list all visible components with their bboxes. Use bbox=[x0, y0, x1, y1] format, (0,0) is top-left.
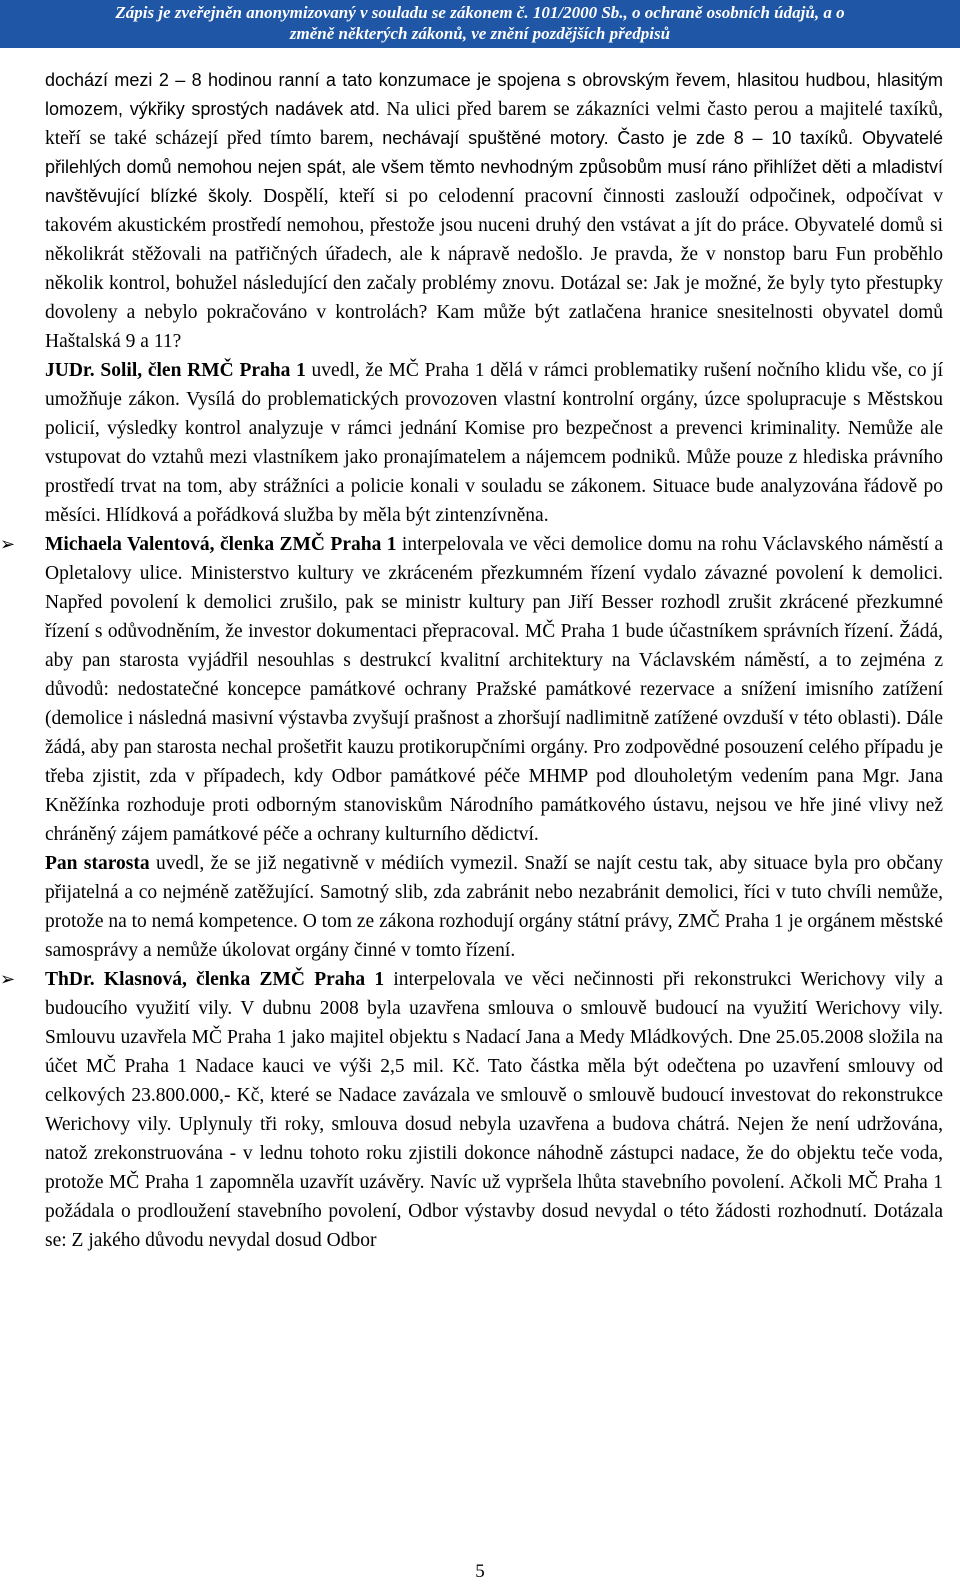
page-number: 5 bbox=[475, 1561, 485, 1582]
list-item-klasnova bbox=[0, 965, 944, 1255]
anonymization-header bbox=[0, 0, 960, 48]
header-line-1: Zápis je zveřejněn anonymizovaný v souladu se zákonem č. 101/2000 Sb., o ochraně osobních údajů, a o bbox=[115, 3, 845, 22]
paragraph-text: uvedl, že MČ Praha 1 dělá v rámci problematiky rušení nočního klidu vše, co jí umožňuje zákon. Vysílá do problematických provozoven vlastní kontrolní orgány, úzce spolupracuje s Městskou policií, výsledky kontrol analyzuje v rámci jednání Komise pro bezpečnost a prevenci kriminality. Nemůže ale vstupovat do vztahů mezi vlastníkem jako pronajímatelem a nájemcem podniků. Může pouze z hlediska právního prostředí trvat na tom, aby strážníci a policie konali v souladu se zákonem. Situace bude analyzována řádově po měsíci. Hlídková a pořádková služba by měla být zintenzívněna. bbox=[45, 360, 944, 526]
paragraph-text-part: nechávají spuštěné motory. Často je zde 8 – 10 taxíků. Obyvatelé přilehlých domů nemohou nejen spát, ale všem těmto nevhodným způsobům musí ráno přihlížet děti a mladiství navštěvující blízké školy. bbox=[45, 128, 943, 206]
paragraph-text: uvedl, že se již negativně v médiích vymezil. Snaží se najít cestu tak, aby situace byla pro občany přijatelná a co nejméně zatěžující. Samotný slib, zda zabránit nebo nezabránit demolici, říci v tuto chvíli nemůže, protože na to nemá kompetence. O tom ze zákona rozhodují orgány státní právy, ZMČ Praha 1 je orgánem městské samosprávy a nemůže úkolovat orgány činné v tomto řízení. bbox=[45, 853, 943, 961]
speaker-name: Pan starosta bbox=[45, 853, 150, 874]
paragraph-text: interpelovala ve věci demolice domu na rohu Václavského náměstí a Opletalovy ulice. Ministerstvo kultury ve zkráceném přezkumném řízení vydalo závazné povolení k demolici. Napřed povolení k demolici zrušilo, pak se ministr kultury pan Jiří Besser rozhodl zrušit zkrácené přezkumné řízení s odůvodněním, že investor dokumentaci přepracoval. MČ Praha 1 bude účastníkem správních řízení. Žádá, aby pan starosta vyjádřil nesouhlas s destrukcí kvalitní architektury na Václavském náměstí, a to zejména z důvodů: nedostatečné koncepce památkové ochrany Pražské památkové rezervace a snížení imisního zatížení (demolice i následná masivní výstavba zvyšují prašnost a zhoršují nadlimitně zatížené ovzduší v této oblasti). Dále žádá, aby pan starosta nechal prošetřit kauzu protikorupčními orgány. Pro zodpovědné posouzení celého případu je třeba zjistit, zda v případech, kdy Odbor památkové péče MHMP pod dlouholetým vedením pana Mgr. Jana Kněžínka rozhoduje proti odborným stanoviskům Národního památkového ústavu, nejsou ve hře jiné vlivy než chráněný zájem památkové péče a ochrany kulturního dědictví. bbox=[45, 534, 943, 845]
speaker-title: JUDr. bbox=[45, 360, 95, 381]
speaker-name: ThDr. Klasnová, členka ZMČ Praha 1 bbox=[45, 969, 385, 990]
arrow-bullet-icon: ➢ bbox=[0, 534, 16, 555]
speaker-name: Solil, člen RMČ Praha 1 bbox=[100, 360, 306, 381]
paragraph-valentova bbox=[45, 530, 943, 849]
document-body bbox=[0, 66, 944, 1255]
paragraph-noise-complaint bbox=[45, 66, 943, 356]
header-line-2: změně některých zákonů, ve znění pozdějších předpisů bbox=[289, 24, 671, 43]
speaker-name: Michaela Valentová, členka ZMČ Praha 1 bbox=[45, 534, 397, 555]
paragraph-solil-response bbox=[45, 356, 943, 530]
arrow-bullet-icon: ➢ bbox=[0, 969, 16, 990]
paragraph-starosta-response bbox=[45, 849, 943, 965]
paragraph-text-part: dochází mezi 2 – 8 hodinou ranní a tato konzumace je spojena s obrovským řevem, hlasitou hudbou, hlasitým lomozem, výkřiky sprostých nadávek atd. bbox=[45, 70, 943, 119]
paragraph-klasnova bbox=[45, 965, 943, 1255]
list-item-valentova bbox=[0, 530, 943, 849]
paragraph-text-part: Na ulici před barem se zákazníci velmi často perou a majitelé taxíků, kteří se také scházejí před tímto barem, bbox=[45, 99, 943, 149]
paragraph-text-part: Dospělí, kteří si po celodenní pracovní činnosti zaslouží odpočinek, odpočívat v takovém akustickém prostředí nemohou, přestože jsou nuceni druhý den vstávat a jít do práce. Obyvatelé domů si několikrát stěžovali na patřičných úřadech, ale k nápravě nedošlo. Je pravda, že v nonstop baru Fun proběhlo několik kontrol, bohužel následující den začaly problémy znovu. Dotázal se: Jak je možné, že byly tyto přestupky dovoleny a nebylo pokračováno v kontrolách? Kam může být zatlačena hranice snesitelnosti obyvatel domů Haštalská 9 a 11? bbox=[45, 186, 943, 352]
paragraph-text: interpelovala ve věci nečinnosti při rekonstrukci Werichovy vily a budoucího využití vily. V dubnu 2008 byla uzavřena smlouva o smlouvě budoucí na využití Werichovy vily. Smlouvu uzavřela MČ Praha 1 jako majitel objektu s Nadací Jana a Medy Mládkových. Dne 25.05.2008 složila na účet MČ Praha 1 Nadace kauci ve výši 2,5 mil. Kč. Tato částka měla být odečtena po uzavření smlouvy od celkových 23.800.000,- Kč, které se Nadace zavázala ve smlouvě o smlouvě budoucí investovat do rekonstrukce Werichovy vily. Uplynuly tři roky, smlouva dosud nebyla uzavřena a budova chátrá. Nejen že není udržována, natož zrekonstruována - v lednu tohoto roku zjistili dokonce náhodně zástupci nadace, že do objektu teče voda, protože MČ Praha 1 zapomněla uzavřít uzávěry. Navíc už vypršela lhůta stavebního povolení. Ačkoli MČ Praha 1 požádala o prodloužení stavebního povolení, Odbor výstavby dosud nevydal o této žádosti rozhodnutí. Dotázala se: Z jakého důvodu nevydal dosud Odbor bbox=[45, 969, 944, 1251]
